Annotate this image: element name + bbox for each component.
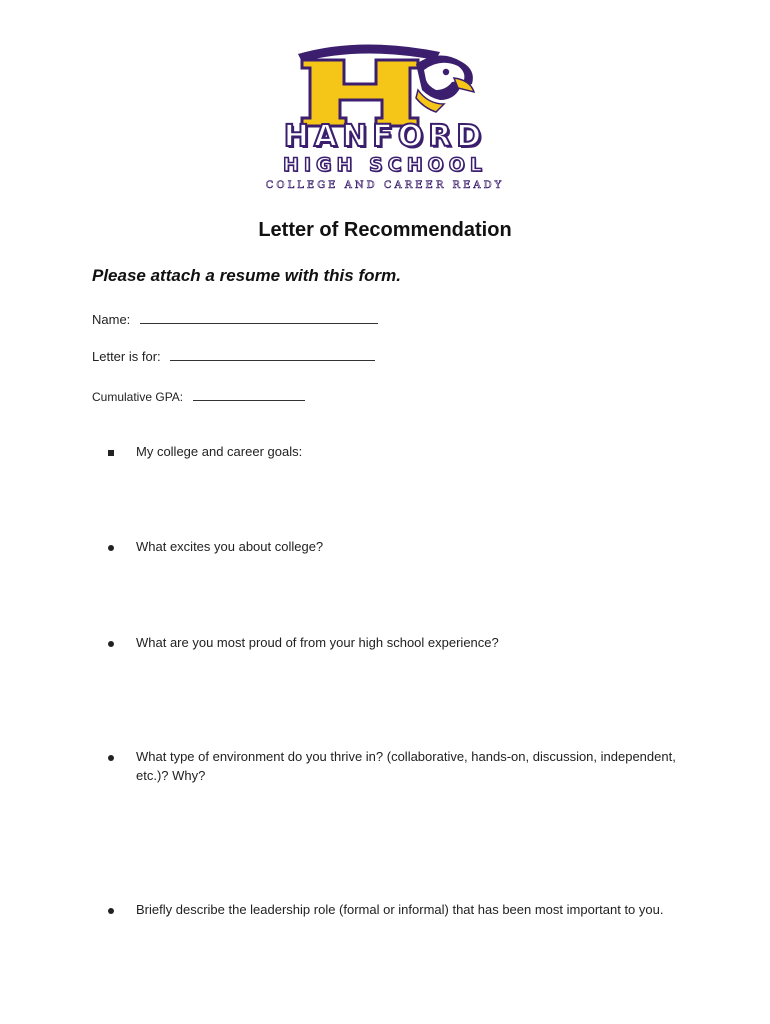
- letter-for-label: Letter is for:: [92, 349, 161, 364]
- name-field[interactable]: [92, 311, 378, 327]
- name-blank-line[interactable]: [140, 311, 378, 324]
- question-item: [108, 537, 698, 556]
- question-item: [108, 633, 698, 652]
- question-text: My college and career goals:: [136, 444, 303, 459]
- eagle-head: [416, 55, 474, 112]
- round-bullet-icon: [108, 747, 128, 766]
- name-label: Name:: [92, 312, 131, 327]
- logo-name: HANFORD: [283, 119, 487, 154]
- page-title: Letter of Recommendation: [258, 219, 512, 241]
- square-bullet-icon: [108, 442, 128, 461]
- logo-wordmark: [240, 119, 530, 191]
- question-text: What are you most proud of from your high school experience?: [136, 635, 499, 650]
- instruction-text: Please attach a resume with this form.: [92, 266, 401, 285]
- school-logo: [240, 40, 530, 192]
- logo-tagline: COLLEGE AND CAREER READY: [265, 180, 505, 191]
- question-text: What excites you about college?: [136, 539, 324, 554]
- logo-subname: HIGH SCHOOL: [282, 154, 488, 176]
- question-item: [108, 900, 698, 919]
- round-bullet-icon: [108, 537, 128, 556]
- letter-for-blank-line[interactable]: [170, 348, 375, 361]
- eagle-h-emblem-icon: [240, 40, 530, 130]
- round-bullet-icon: [108, 633, 128, 652]
- question-text: What type of environment do you thrive in? (collaborative, hands-on, discussion, independent, etc.)? Why?: [136, 749, 676, 783]
- question-text: Briefly describe the leadership role (formal or informal) that has been most important to you.: [136, 902, 664, 917]
- letter-for-field[interactable]: [92, 348, 375, 364]
- question-item: [108, 747, 698, 785]
- gpa-blank-line[interactable]: [193, 388, 305, 401]
- question-item: [108, 442, 698, 461]
- gpa-label: Cumulative GPA:: [92, 390, 184, 404]
- gpa-field[interactable]: [92, 388, 305, 404]
- round-bullet-icon: [108, 900, 128, 919]
- logo-h-letter: [302, 60, 418, 126]
